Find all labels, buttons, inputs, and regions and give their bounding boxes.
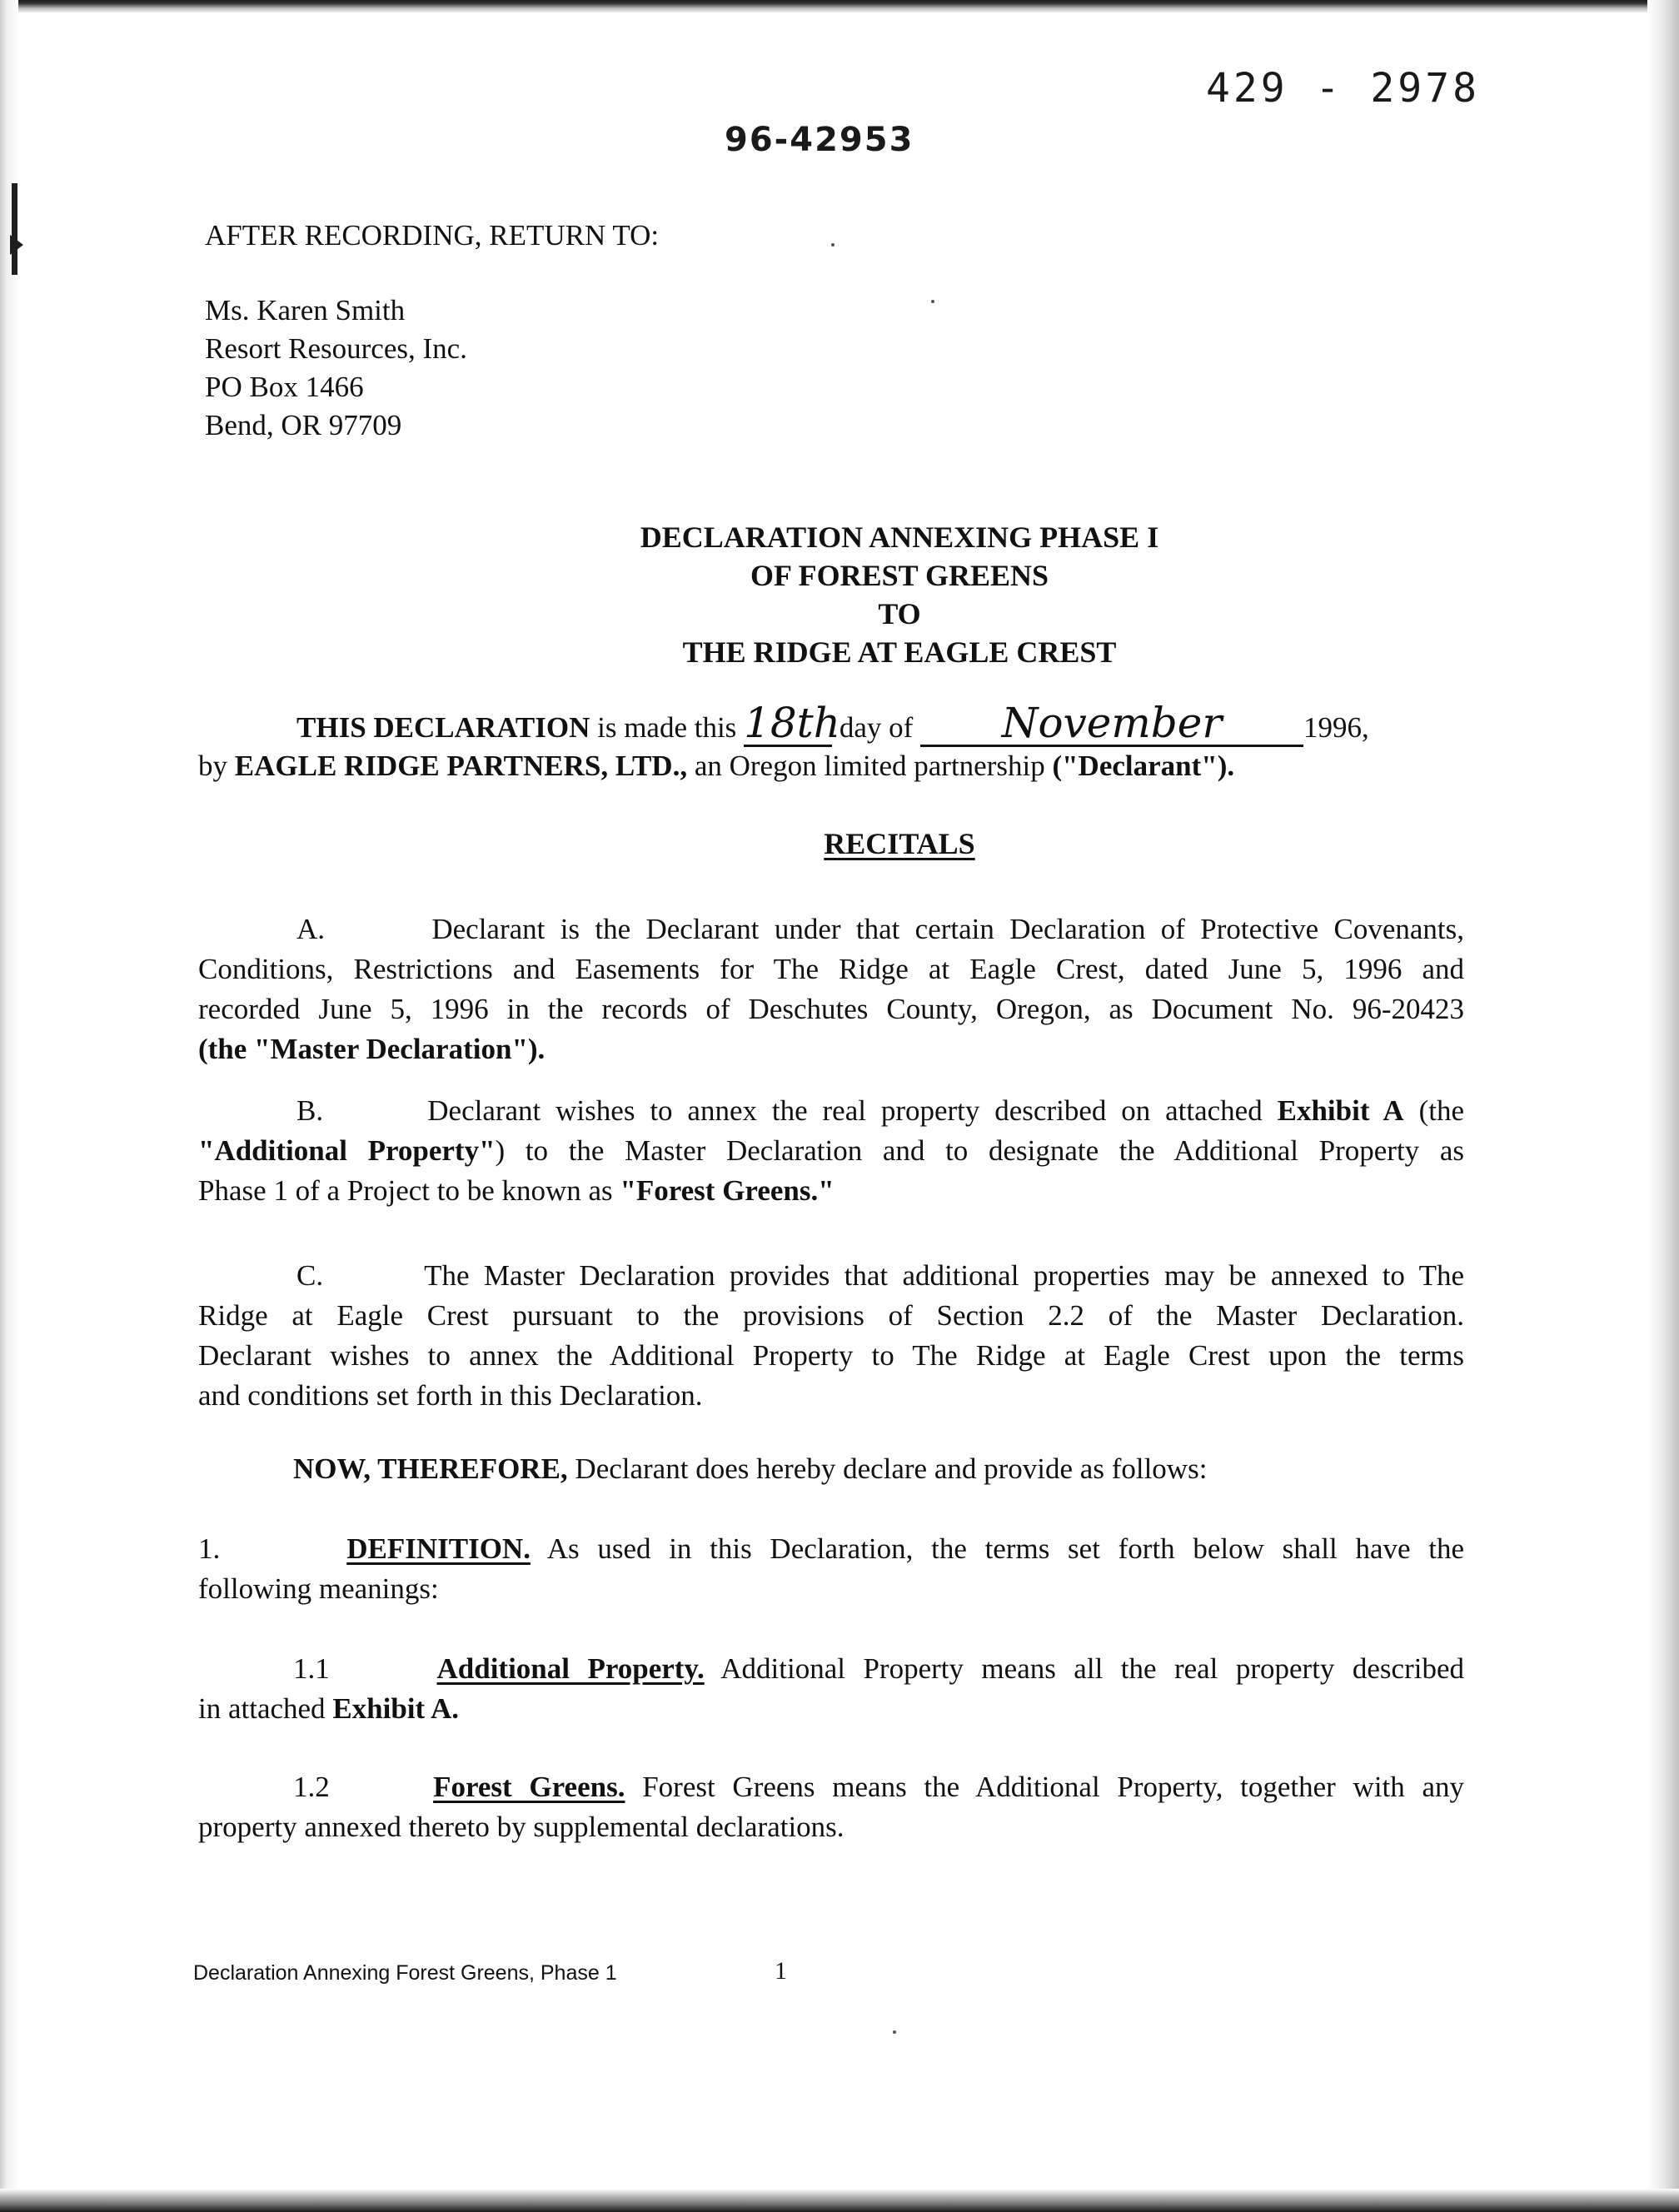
recital-b-line-3: Phase 1 of a Project to be known as "Forest Greens." [198, 1174, 835, 1207]
preamble-line-1: THIS DECLARATION is made this 18th day of November 1996, [296, 699, 1369, 747]
recital-c-line-4: and conditions set forth in this Declaration. [198, 1379, 703, 1412]
return-address-line: Ms. Karen Smith [205, 294, 406, 326]
scan-speck [893, 2030, 896, 2034]
now-therefore-clause: NOW, THEREFORE, Declarant does hereby declare and provide as follows: [293, 1452, 1208, 1485]
return-address-line: PO Box 1466 [205, 371, 364, 403]
month-filled-blank: November [920, 706, 1303, 747]
section-1-1-line-2: in attached Exhibit A. [198, 1692, 460, 1725]
section-1-2-heading: Forest Greens. [433, 1771, 625, 1803]
section-1-1-heading: Additional Property. [436, 1652, 705, 1685]
footer-label: Declaration Annexing Forest Greens, Phase 1 [193, 1961, 617, 1985]
scan-edge-left [0, 0, 18, 2212]
document-number-stamp: 96-42953 [725, 121, 914, 159]
scan-speck [931, 300, 934, 303]
section-1-line-2: following meanings: [198, 1572, 439, 1605]
binder-tick-mark [10, 235, 23, 255]
scan-edge-bottom [0, 2189, 1679, 2212]
binder-mark [12, 183, 17, 275]
book-page-stamp: 429 - 2978 [1206, 65, 1480, 112]
scan-edge-right [1647, 0, 1679, 2212]
recital-c-line-2: Ridge at Eagle Crest pursuant to the provisions of Section 2.2 of the Master Declaration. [198, 1299, 1464, 1332]
section-1-2-line-2: property annexed thereto by supplemental declarations. [198, 1811, 844, 1843]
title-line-3: TO [878, 597, 921, 630]
recital-a-line-3: recorded June 5, 1996 in the records of Deschutes County, Oregon, as Document No. 96-20423 [198, 993, 1464, 1025]
section-1-2-line-1: 1.2 Forest Greens. Forest Greens means the Additional Property, together with any [293, 1771, 1465, 1803]
return-address-line: Resort Resources, Inc. [205, 332, 467, 365]
title-line-1: DECLARATION ANNEXING PHASE I [640, 521, 1159, 554]
title-line-4: THE RIDGE AT EAGLE CREST [682, 635, 1117, 669]
section-1-1-line-1: 1.1 Additional Property. Additional Property means all the real property described [293, 1652, 1464, 1685]
recitals-heading: RECITALS [824, 827, 975, 860]
recital-b-line-1: B. Declarant wishes to annex the real property described on attached Exhibit A (the [296, 1094, 1465, 1127]
recital-a-line-1: A. Declarant is the Declarant under that certain Declaration of Protective Covenants, [296, 913, 1465, 945]
return-address-line: Bend, OR 97709 [205, 409, 402, 441]
recital-c-line-3: Declarant wishes to annex the Additional Property to The Ridge at Eagle Crest upon the terms [198, 1339, 1464, 1372]
page-number: 1 [775, 1957, 787, 1985]
title-line-2: OF FOREST GREENS [750, 559, 1049, 592]
section-1-line-1: 1. DEFINITION. As used in this Declaration, the terms set forth below shall have the [198, 1532, 1464, 1565]
recital-a-line-4: (the "Master Declaration"). [198, 1033, 546, 1065]
day-filled-blank: 18th [744, 699, 840, 747]
preamble-line-2: by EAGLE RIDGE PARTNERS, LTD., an Oregon limited partnership ("Declarant"). [198, 750, 1235, 782]
section-1-heading: DEFINITION. [346, 1532, 531, 1565]
scan-edge-top [0, 0, 1679, 13]
recital-b-line-2: "Additional Property") to the Master Declaration and to designate the Additional Property as [198, 1134, 1464, 1167]
recital-a-line-2: Conditions, Restrictions and Easements for The Ridge at Eagle Crest, dated June 5, 1996 and [198, 953, 1464, 985]
recital-c-line-1: C. The Master Declaration provides that additional properties may be annexed to The [296, 1259, 1465, 1292]
scan-speck [831, 243, 835, 247]
return-to-heading: AFTER RECORDING, RETURN TO: [205, 219, 660, 252]
